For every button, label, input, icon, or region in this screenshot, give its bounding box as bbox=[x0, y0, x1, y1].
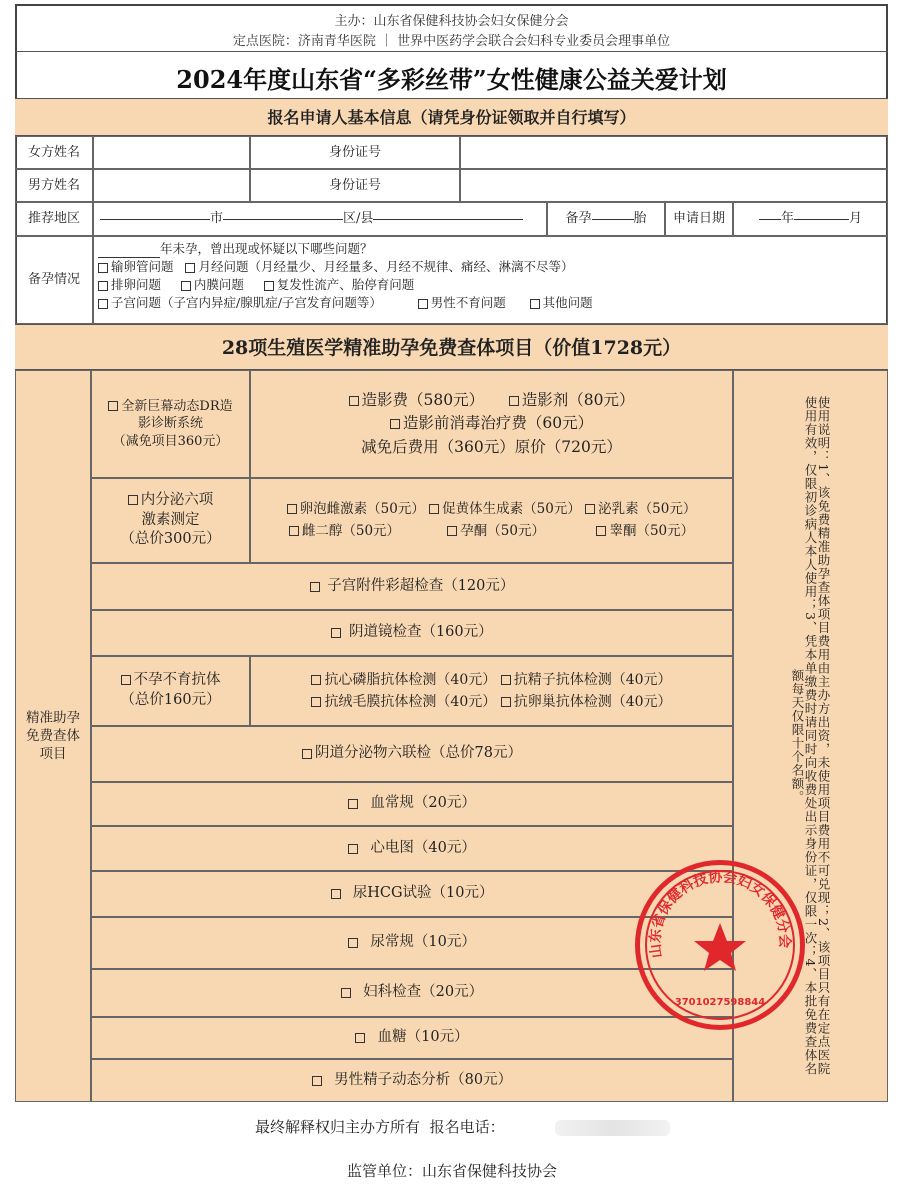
checkbox[interactable] bbox=[390, 419, 400, 429]
region-field[interactable] bbox=[93, 202, 547, 236]
option-other: 其他问题 bbox=[542, 295, 593, 310]
dr-total: （减免项目360元） bbox=[112, 433, 229, 449]
exam-sugar bbox=[91, 1017, 733, 1059]
basic-info-title: 报名申请人基本信息（请凭身份证领取并自行填写） bbox=[15, 98, 888, 136]
hospital-line: 定点医院：济南青华医院 ｜ 世界中医药学会联合会妇科专业委员会理事单位 bbox=[232, 34, 671, 49]
option-tube: 输卵管问题 bbox=[111, 259, 174, 274]
prep-status-label: 备孕情况 bbox=[15, 236, 93, 324]
page-title: 2024年度山东省“多彩丝带”女性健康公益关爱计划 bbox=[176, 65, 727, 94]
phone-label: 报名电话： bbox=[429, 1118, 505, 1136]
checkbox[interactable] bbox=[331, 889, 341, 899]
checkbox[interactable] bbox=[501, 697, 511, 707]
checkbox[interactable] bbox=[418, 299, 428, 309]
hormone-right-cell bbox=[250, 478, 733, 563]
female-name-field[interactable] bbox=[93, 136, 250, 169]
dr-title-1: 全新巨幕动态DR造 bbox=[121, 398, 233, 414]
seal-graphic bbox=[640, 865, 800, 1025]
region-label: 推荐地区 bbox=[15, 202, 93, 236]
fetus-label: 胎 bbox=[633, 211, 647, 227]
usage-title: 使用说明： bbox=[816, 396, 831, 464]
checkbox[interactable] bbox=[311, 675, 321, 685]
prep-status-options bbox=[93, 236, 888, 324]
hormone-e2: 雌二醇（50元） bbox=[301, 522, 401, 539]
option-endometrium: 内膜问题 bbox=[193, 277, 244, 292]
male-name-label: 男方姓名 bbox=[15, 169, 93, 202]
option-miscarriage: 复发性流产、胎停育问题 bbox=[276, 277, 415, 292]
checkbox[interactable] bbox=[264, 281, 274, 291]
checkbox[interactable] bbox=[341, 988, 351, 998]
checkbox[interactable] bbox=[348, 938, 358, 948]
usage-note-2: 2、该项目只有在定点医院使用有效，仅限初诊病人本人使用； bbox=[803, 396, 831, 1076]
exam-ecg bbox=[91, 826, 733, 871]
prep-label: 备孕 bbox=[565, 211, 592, 227]
checkbox[interactable] bbox=[289, 526, 299, 536]
city-label: 市 bbox=[210, 211, 224, 227]
checkbox[interactable] bbox=[287, 504, 297, 514]
dr-fee: 造影费（580元） bbox=[361, 391, 485, 410]
checkbox[interactable] bbox=[185, 263, 195, 273]
region-blank[interactable] bbox=[373, 219, 523, 220]
male-id-field[interactable] bbox=[460, 169, 888, 202]
month-blank[interactable] bbox=[794, 219, 849, 220]
exam-hcg bbox=[91, 871, 733, 917]
antibody-title: 不孕不育抗体 bbox=[133, 672, 221, 689]
dr-disinfect: 造影前消毒治疗费（60元） bbox=[402, 414, 594, 433]
antibody-acl: 抗心磷脂抗体检测（40元） bbox=[324, 671, 497, 688]
month-label: 月 bbox=[849, 211, 863, 227]
hormone-p: 孕酮（50元） bbox=[460, 522, 545, 539]
checkbox[interactable] bbox=[530, 299, 540, 309]
female-name-label: 女方姓名 bbox=[15, 136, 93, 169]
female-id-field[interactable] bbox=[460, 136, 888, 169]
checkbox[interactable] bbox=[310, 582, 320, 592]
footer-rights bbox=[255, 1116, 505, 1137]
prep-intro: 年未孕，曾出现或怀疑以下哪些问题？ bbox=[160, 241, 373, 256]
checkbox[interactable] bbox=[331, 628, 341, 638]
usage-note-3: 3、凭本单缴费时请同时向收费处出示身份证，仅限一次； bbox=[803, 612, 818, 959]
checkbox[interactable] bbox=[348, 844, 358, 854]
svg-text:山东省保健科技协会妇女保健分会: 山东省保健科技协会妇女保健分会 bbox=[647, 869, 793, 959]
antibody-right-cell bbox=[250, 656, 733, 726]
apply-date-field[interactable] bbox=[733, 202, 888, 236]
female-id-label: 身份证号 bbox=[250, 136, 460, 169]
checkbox[interactable] bbox=[509, 396, 519, 406]
hormone-lh: 促黄体生成素（50元） bbox=[442, 500, 581, 517]
dr-right-cell bbox=[250, 370, 733, 478]
hcg-label: 尿HCG试验（10元） bbox=[352, 885, 494, 902]
exam-section-title: 28项生殖医学精准助孕免费查体项目（价值1728元） bbox=[15, 324, 888, 370]
checkbox[interactable] bbox=[355, 1033, 365, 1043]
exam-vaginal bbox=[91, 726, 733, 782]
exam-side-label: 精准助孕免费查体项目 bbox=[15, 370, 91, 1102]
checkbox[interactable] bbox=[596, 526, 606, 536]
checkbox[interactable] bbox=[121, 675, 131, 685]
male-name-field[interactable] bbox=[93, 169, 250, 202]
prep-blank[interactable] bbox=[592, 219, 634, 220]
apply-date-label: 申请日期 bbox=[665, 202, 733, 236]
hormone-total: （总价300元） bbox=[120, 531, 221, 548]
exam-colposcopy bbox=[91, 610, 733, 656]
hormone-left-cell bbox=[91, 478, 250, 563]
option-menses: 月经问题（月经量少、月经量多、月经不规律、痛经、淋漓不尽等） bbox=[198, 259, 574, 274]
city-blank[interactable] bbox=[100, 219, 210, 220]
exam-sperm bbox=[91, 1059, 733, 1102]
checkbox[interactable] bbox=[108, 401, 118, 411]
hormone-t: 睾酮（50元） bbox=[609, 522, 695, 539]
divider bbox=[15, 51, 888, 52]
ecg-label: 心电图（40元） bbox=[370, 839, 476, 856]
year-label: 年 bbox=[780, 211, 794, 227]
district-blank[interactable] bbox=[223, 219, 343, 220]
option-ovulation: 排卵问题 bbox=[111, 277, 162, 292]
hormone-title-2: 激素测定 bbox=[141, 511, 200, 528]
antibody-left-cell bbox=[91, 656, 250, 726]
dr-title-2: 影诊断系统 bbox=[137, 416, 203, 432]
checkbox[interactable] bbox=[128, 495, 138, 505]
checkbox[interactable] bbox=[98, 263, 108, 273]
checkbox[interactable] bbox=[429, 504, 439, 514]
organizer-line: 主办：山东省保健科技协会妇女保健分会 bbox=[334, 14, 569, 29]
blood-label: 血常规（20元） bbox=[370, 795, 476, 812]
sperm-label: 男性精子动态分析（80元） bbox=[334, 1071, 513, 1088]
gyn-label: 妇科检查（20元） bbox=[363, 984, 484, 1001]
usage-note-4: 4、本批免费查体名额每天仅限十个名额。 bbox=[790, 668, 818, 1076]
footer-supervisor: 监管单位：山东省保健科技协会 bbox=[346, 1162, 557, 1180]
antibody-sperm: 抗精子抗体检测（40元） bbox=[513, 671, 672, 688]
checkbox[interactable] bbox=[302, 749, 312, 759]
phone-redacted bbox=[555, 1120, 670, 1136]
checkbox[interactable] bbox=[501, 675, 511, 685]
hormone-prl: 泌乳素（50元） bbox=[598, 500, 697, 517]
year-blank[interactable] bbox=[759, 219, 781, 220]
svg-text:3701027598844: 3701027598844 bbox=[674, 997, 766, 1008]
hormone-title-1: 内分泌六项 bbox=[140, 492, 214, 509]
male-id-label: 身份证号 bbox=[250, 169, 460, 202]
colposcopy-label: 阴道镜检查（160元） bbox=[348, 624, 493, 641]
ultrasound-label: 子宫附件彩超检查（120元） bbox=[327, 577, 515, 594]
rights-text: 最终解释权归主办方所有 bbox=[255, 1118, 421, 1136]
dr-price: 减免后费用（360元）原价（720元） bbox=[361, 437, 622, 456]
prep-field[interactable] bbox=[547, 202, 665, 236]
district-label: 区/县 bbox=[343, 211, 374, 227]
checkbox[interactable] bbox=[585, 504, 595, 514]
checkbox[interactable] bbox=[312, 1076, 322, 1086]
checkbox[interactable] bbox=[311, 697, 321, 707]
antibody-ovary: 抗卵巢抗体检测（40元） bbox=[513, 694, 672, 710]
antibody-total: （总价160元） bbox=[120, 692, 221, 708]
exam-blood bbox=[91, 782, 733, 826]
checkbox[interactable] bbox=[98, 281, 108, 291]
vaginal-label: 阴道分泌物六联检（总价78元） bbox=[315, 745, 522, 762]
dr-agent: 造影剂（80元） bbox=[521, 391, 635, 410]
usage-note-1: 1、该免费精准助孕查体项目费用由主办方出资，未使用项目费用不可兑现； bbox=[816, 463, 831, 919]
checkbox[interactable] bbox=[98, 299, 108, 309]
option-male: 男性不育问题 bbox=[430, 295, 506, 310]
option-uterus: 子宫问题（子宫内异症/腺肌症/子宫发育问题等） bbox=[111, 295, 382, 310]
checkbox[interactable] bbox=[447, 526, 457, 536]
exam-ultrasound bbox=[91, 563, 733, 610]
hormone-fsh: 卵泡雌激素（50元） bbox=[299, 500, 425, 517]
exam-gyn bbox=[91, 969, 733, 1017]
checkbox[interactable] bbox=[348, 799, 358, 809]
urine-label: 尿常规（10元） bbox=[370, 934, 476, 951]
antibody-chorion: 抗绒毛膜抗体检测（40元） bbox=[324, 694, 497, 710]
official-seal bbox=[635, 860, 805, 1030]
checkbox[interactable] bbox=[349, 396, 359, 406]
sugar-label: 血糖（10元） bbox=[377, 1029, 469, 1046]
checkbox[interactable] bbox=[181, 281, 191, 291]
dr-left-cell bbox=[91, 370, 250, 478]
